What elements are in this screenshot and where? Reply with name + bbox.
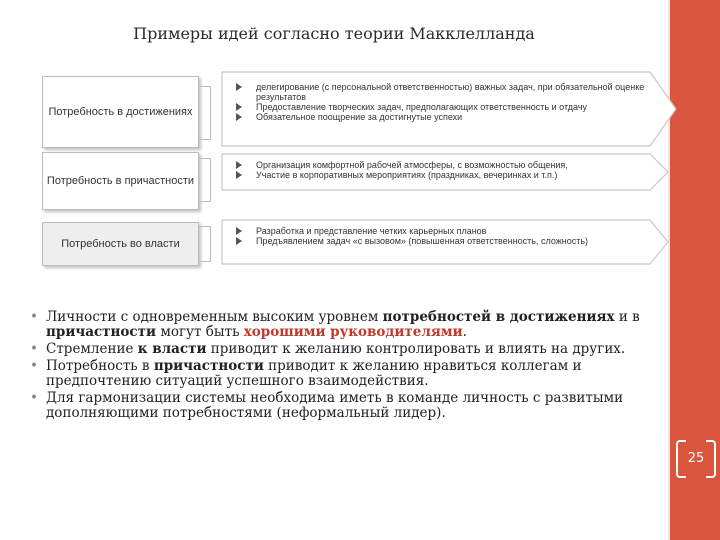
triangle-bullet-icon — [236, 113, 242, 121]
need-box-power — [42, 222, 199, 266]
need-label-power: Потребность во власти — [61, 238, 180, 250]
triangle-bullet-icon — [236, 171, 242, 179]
page-number-box — [674, 440, 718, 476]
list-item: Участие в корпоративных мероприятиях (праздниках, вечеринках и т.п.) — [236, 170, 666, 180]
bullet-item: • Для гармонизации системы необходима иметь в команде личность с развитыми дополняющими потребностями (неформальный лидер). — [30, 390, 624, 421]
page-number: 25 — [687, 450, 705, 466]
slide-title: Примеры идей согласно теории Макклелланда — [133, 24, 535, 43]
bullet-item: • Стремление к власти приводит к желанию контролировать и влиять на других. — [30, 341, 626, 357]
list-item: Разработка и представление четких карьерных планов — [236, 226, 666, 236]
list-item: делегирование (с персональной ответственностью) важных задач, при обязательной оценке результатов — [236, 82, 666, 102]
bullet-dot-icon: • — [30, 341, 38, 357]
bullet-item: • Потребность в причастности приводит к желанию нравиться коллегам и предпочтению ситуаций успешного взаимодействия. — [30, 358, 582, 389]
bracket-power — [198, 226, 211, 262]
left-bracket-icon — [676, 440, 686, 478]
triangle-bullet-icon — [236, 103, 242, 111]
bullet-dot-icon: • — [30, 358, 38, 374]
list-item: Организация комфортной рабочей атмосферы, с возможностью общения, — [236, 160, 666, 170]
list-item: Обязательное поощрение за достигнутые успехи — [236, 112, 666, 122]
bracket-affiliation — [198, 158, 211, 202]
triangle-bullet-icon — [236, 227, 242, 235]
triangle-bullet-icon — [236, 83, 242, 91]
need-box-achievement — [42, 76, 199, 148]
highlight-text: хорошими руководителями — [243, 324, 463, 340]
bullet-dot-icon: • — [30, 309, 38, 325]
items-affiliation — [236, 160, 666, 180]
need-label-affiliation: Потребность в причастности — [46, 175, 195, 187]
triangle-bullet-icon — [236, 161, 242, 169]
need-box-affiliation — [42, 152, 199, 210]
right-bracket-icon — [706, 440, 716, 478]
bracket-achievement — [198, 86, 211, 140]
list-item: Предоставление творческих задач, предполагающих ответственность и отдачу — [236, 102, 666, 112]
triangle-bullet-icon — [236, 237, 242, 245]
bullet-item: • Личности с одновременным высоким уровнем потребностей в достижениях и в причастности могут быть хорошими руководителями. — [30, 309, 640, 340]
summary-bullets — [30, 310, 650, 423]
need-label-achievement: Потребность в достижениях — [48, 106, 193, 118]
items-achievement — [236, 82, 666, 122]
items-power — [236, 226, 666, 246]
list-item: Предъявлением задач «с вызовом» (повышенная ответственность, сложность) — [236, 236, 666, 246]
bullet-dot-icon: • — [30, 390, 38, 406]
